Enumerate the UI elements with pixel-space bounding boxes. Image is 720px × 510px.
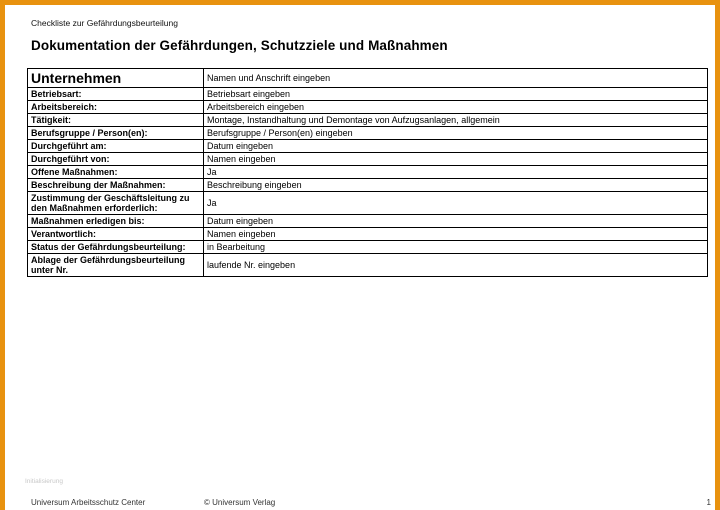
row-label: Verantwortlich: (28, 228, 204, 241)
row-value-field[interactable]: Datum eingeben (204, 140, 708, 153)
table-row-zustimmung (28, 192, 708, 215)
table-row-unternehmen (28, 69, 708, 88)
row-value-field[interactable]: Datum eingeben (204, 215, 708, 228)
footer-page-number: 1 (706, 498, 711, 507)
table-row-durchgefuehrt-von (28, 153, 708, 166)
footer-faint-text: Initialisierung (25, 478, 63, 485)
row-label: Beschreibung der Maßnahmen: (28, 179, 204, 192)
footer-copyright: © Universum Verlag (204, 498, 276, 507)
row-value-field[interactable]: Berufsgruppe / Person(en) eingeben (204, 127, 708, 140)
row-value-field[interactable]: Betriebsart eingeben (204, 88, 708, 101)
row-label: Berufsgruppe / Person(en): (28, 127, 204, 140)
row-value-field[interactable]: Beschreibung eingeben (204, 179, 708, 192)
table-row-arbeitsbereich (28, 101, 708, 114)
table-row-berufsgruppe (28, 127, 708, 140)
table-row-offene-massnahmen (28, 166, 708, 179)
row-value-field[interactable]: Namen eingeben (204, 153, 708, 166)
row-label: Ablage der Gefährdungsbeurteilung unter Nr. (28, 254, 204, 277)
table-row-erledigen-bis (28, 215, 708, 228)
row-label: Maßnahmen erledigen bis: (28, 215, 204, 228)
table-row-durchgefuehrt-am (28, 140, 708, 153)
row-label: Betriebsart: (28, 88, 204, 101)
row-label: Durchgeführt am: (28, 140, 204, 153)
row-label: Unternehmen (28, 69, 204, 88)
row-label: Durchgeführt von: (28, 153, 204, 166)
page-title: Dokumentation der Gefährdungen, Schutzziele und Maßnahmen (31, 38, 448, 53)
header-caption: Checkliste zur Gefährdungsbeurteilung (31, 18, 178, 28)
table-row-betriebsart (28, 88, 708, 101)
row-value-field[interactable]: Ja (204, 166, 708, 179)
document-page (5, 5, 715, 510)
row-value-field[interactable]: Montage, Instandhaltung und Demontage von Aufzugsanlagen, allgemein (204, 114, 708, 127)
row-label: Arbeitsbereich: (28, 101, 204, 114)
row-label: Zustimmung der Geschäftsleitung zu den Maßnahmen erforderlich: (28, 192, 204, 215)
table-row-verantwortlich (28, 228, 708, 241)
row-value-field[interactable]: in Bearbeitung (204, 241, 708, 254)
row-label: Offene Maßnahmen: (28, 166, 204, 179)
row-value-field[interactable]: Namen und Anschrift eingeben (204, 69, 708, 88)
table-row-status (28, 241, 708, 254)
documentation-table (27, 68, 708, 277)
row-label: Tätigkeit: (28, 114, 204, 127)
table-row-beschreibung (28, 179, 708, 192)
row-value-field[interactable]: Namen eingeben (204, 228, 708, 241)
row-value-field[interactable]: Ja (204, 192, 708, 215)
row-value-field[interactable]: Arbeitsbereich eingeben (204, 101, 708, 114)
table-row-ablage (28, 254, 708, 277)
row-value-field[interactable]: laufende Nr. eingeben (204, 254, 708, 277)
table-row-taetigkeit (28, 114, 708, 127)
footer-left-text: Universum Arbeitsschutz Center (31, 498, 146, 507)
row-label: Status der Gefährdungsbeurteilung: (28, 241, 204, 254)
